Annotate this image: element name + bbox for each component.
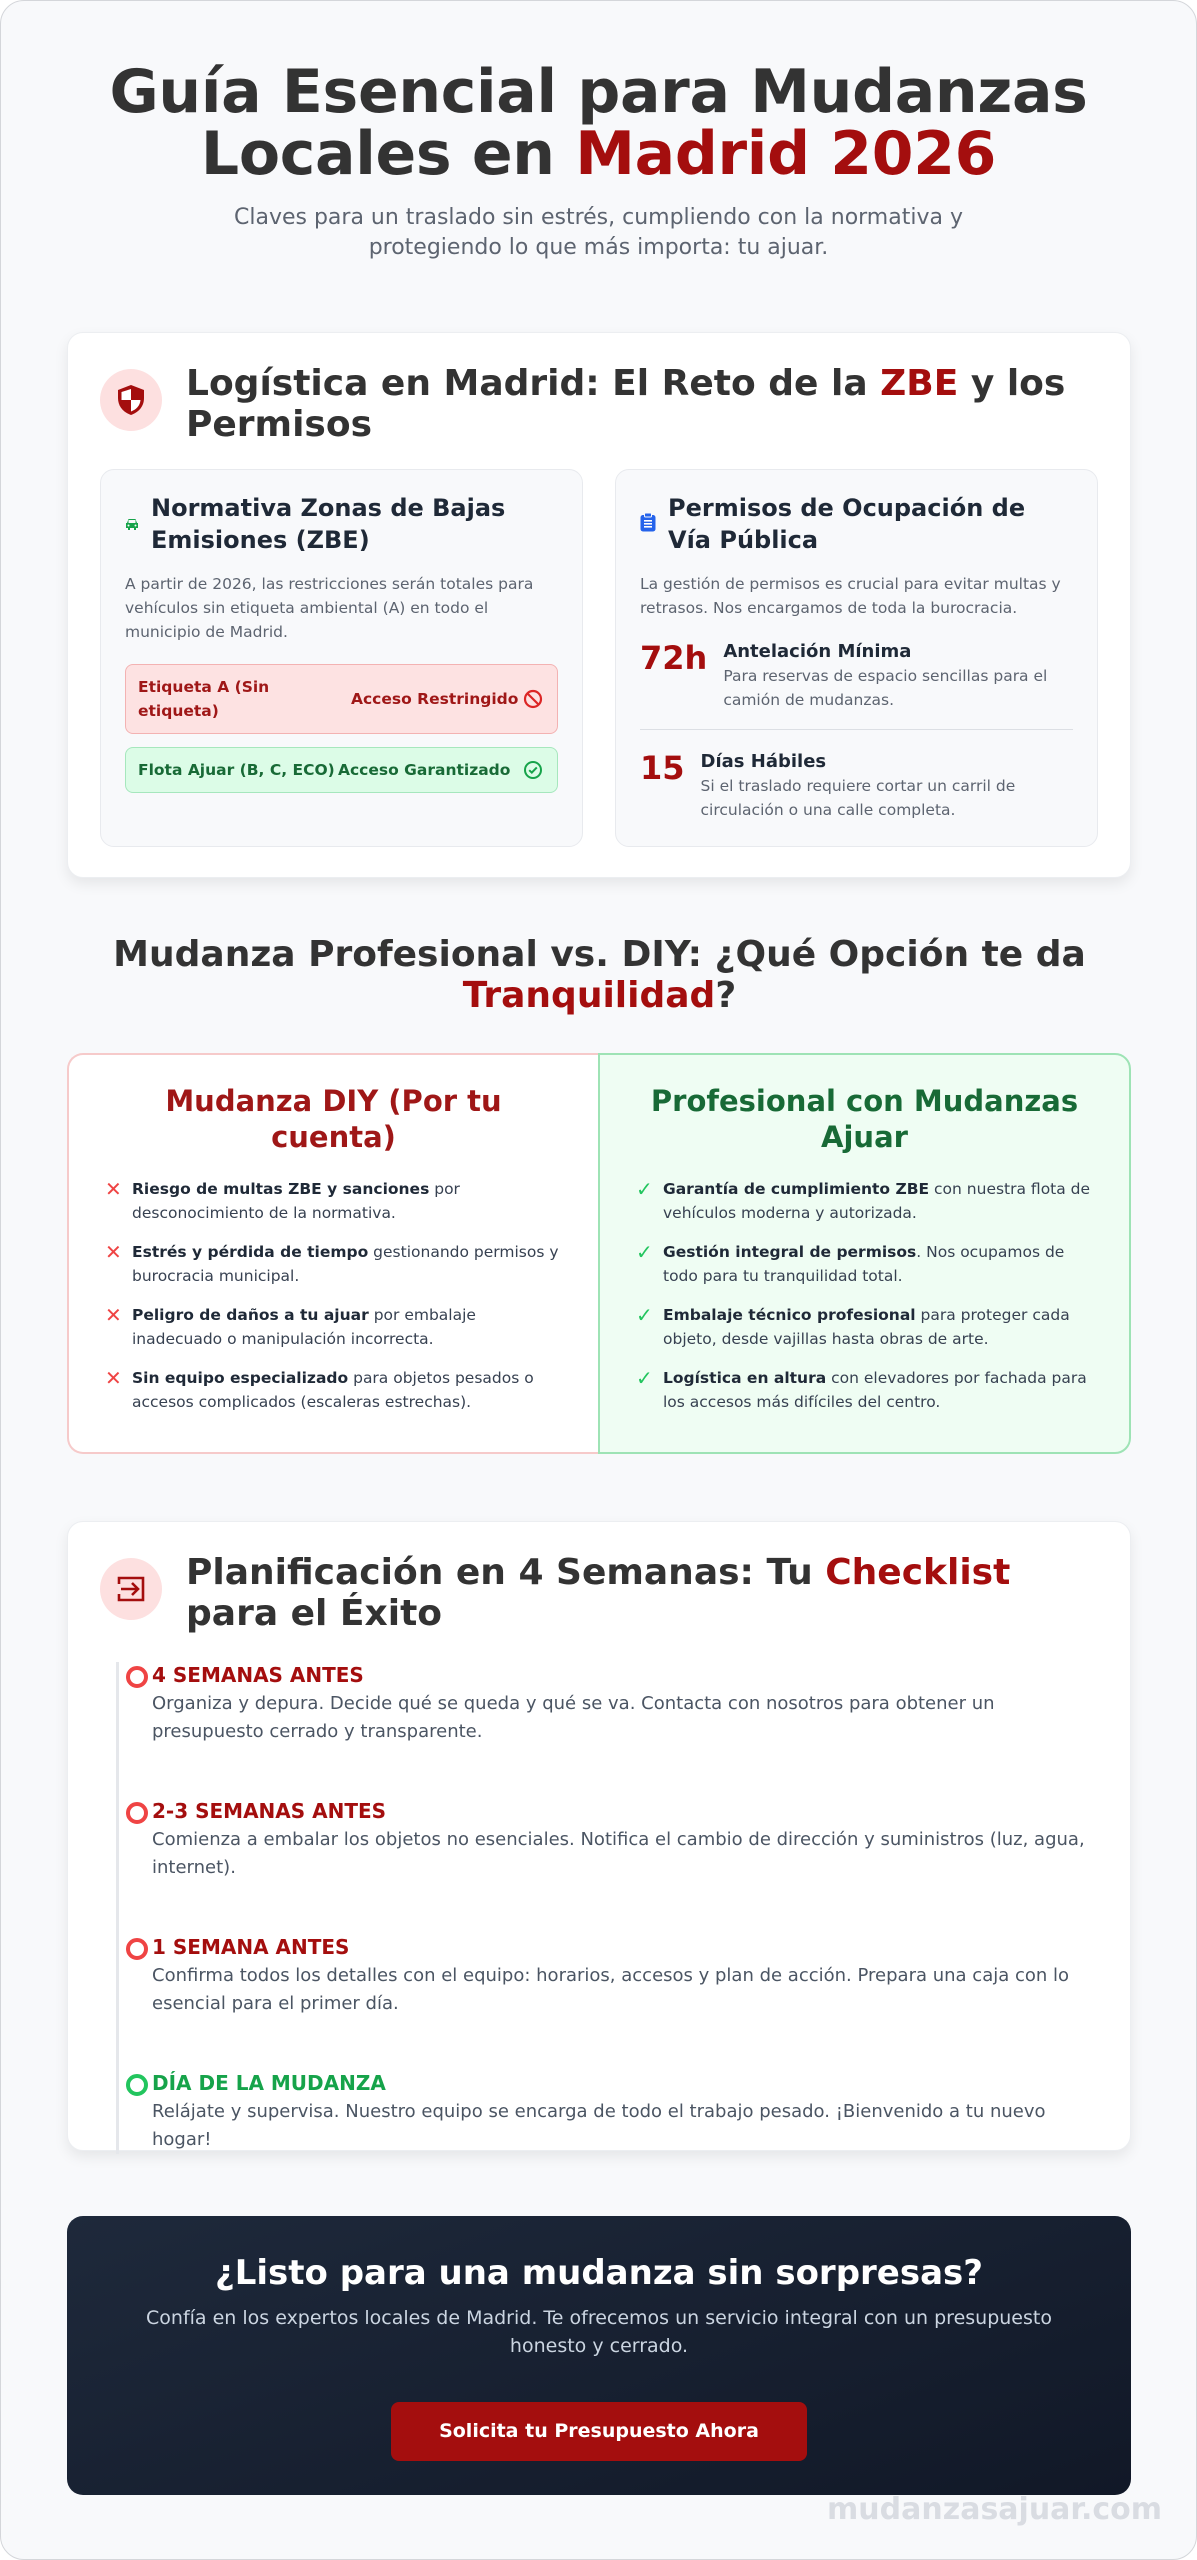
permits-card <box>615 469 1098 847</box>
title-text: y los Permisos <box>186 363 1066 445</box>
item-text: gestionando permisos y burocracia municipal. <box>132 1243 559 1285</box>
check-mark-icon: ✓ <box>636 1240 653 1264</box>
timeline-dot-icon <box>126 1802 148 1824</box>
item-bold: Garantía de cumplimiento ZBE <box>663 1180 930 1198</box>
pro-column <box>598 1053 1131 1454</box>
watermark: mudanzasajuar.com <box>827 2492 1162 2527</box>
check-mark-icon: ✓ <box>636 1366 653 1390</box>
zbe-description: A partir de 2026, las restricciones serán totales para vehículos sin etiqueta ambiental (A) en todo el municipio de Madrid. <box>125 575 534 641</box>
title-accent: ZBE <box>880 363 959 404</box>
list-item <box>99 1240 568 1288</box>
item-bold: Logística en altura <box>663 1369 827 1387</box>
diy-title: Mudanza DIY (Por tu cuenta) <box>165 1084 502 1154</box>
page-subtitle: Claves para un traslado sin estrés, cumpliendo con la normativa y protegiendo lo que más importa: tu ajuar. <box>234 205 963 260</box>
timeline-dot-icon <box>126 1938 148 1960</box>
list-item <box>630 1303 1099 1351</box>
shield-icon <box>100 369 162 431</box>
timeline-step <box>116 1798 1090 1882</box>
status-row-allowed <box>125 747 558 793</box>
stat-text: Para reservas de espacio sencillas para el camión de mudanzas. <box>723 667 1048 709</box>
x-mark-icon: ✕ <box>105 1366 122 1390</box>
item-text: por embalaje inadecuado o manipulación incorrecta. <box>132 1306 476 1348</box>
timeline-step <box>116 1934 1090 2018</box>
timeline <box>116 1662 1090 2154</box>
zbe-title: Normativa Zonas de Bajas Emisiones (ZBE) <box>151 494 506 554</box>
stat-title: Antelación Mínima <box>723 641 912 662</box>
timeline-dot-icon <box>126 1666 148 1688</box>
planning-card <box>67 1521 1131 2151</box>
list-item <box>99 1177 568 1225</box>
section-title <box>186 363 1098 445</box>
item-text: con nuestra flota de vehículos moderna y autorizada. <box>663 1180 1091 1222</box>
title-text: Planificación en 4 Semanas: Tu <box>186 1552 826 1593</box>
title-text: ? <box>715 975 737 1016</box>
stat-value: 15 <box>640 749 685 787</box>
list-item <box>99 1366 568 1414</box>
status-label: Etiqueta A (Sin etiqueta) <box>138 678 270 720</box>
title-text: para el Éxito <box>186 1593 443 1634</box>
check-circle-icon <box>521 760 545 780</box>
pro-title: Profesional con Mudanzas Ajuar <box>650 1084 1079 1154</box>
item-bold: Gestión integral de permisos <box>663 1243 917 1261</box>
logistics-header <box>68 333 1130 445</box>
permits-description: La gestión de permisos es crucial para evitar multas y retrasos. Nos encargamos de toda la burocracia. <box>640 575 1061 617</box>
title-line-1: Guía Esencial para Mudanzas <box>109 57 1088 127</box>
permits-title: Permisos de Ocupación de Vía Pública <box>668 494 1026 554</box>
item-text: por desconocimiento de la normativa. <box>132 1180 460 1222</box>
item-bold: Embalaje técnico profesional <box>663 1306 916 1324</box>
list-item <box>99 1303 568 1351</box>
list-item <box>630 1366 1099 1414</box>
title-text: Mudanza Profesional vs. DIY: ¿Qué Opción te da <box>113 934 1086 975</box>
item-text: con elevadores por fachada para los accesos más difíciles del centro. <box>663 1369 1087 1411</box>
title-accent: Tranquilidad <box>462 975 716 1016</box>
status-label: Flota Ajuar (B, C, ECO) <box>138 761 335 779</box>
stat-title: Días Hábiles <box>700 751 827 772</box>
section-title <box>186 1552 1098 1634</box>
timeline-step <box>116 1662 1090 1746</box>
comparison-table <box>67 1053 1131 1454</box>
logistics-subcards <box>68 445 1130 879</box>
zbe-card <box>100 469 583 847</box>
step-text: Comienza a embalar los objetos no esenciales. Notifica el cambio de dirección y suministros (luz, agua, internet). <box>152 1829 1085 1878</box>
zbe-header <box>125 492 558 556</box>
car-icon <box>125 515 139 534</box>
cta-text: Confía en los expertos locales de Madrid. Te ofrecemos un servicio integral con un presupuesto honesto y cerrado. <box>146 2307 1052 2357</box>
ban-icon <box>521 689 545 709</box>
clipboard-icon <box>640 512 656 536</box>
title-accent: Checklist <box>825 1552 1011 1593</box>
step-title: 1 SEMANA ANTES <box>152 1935 350 1959</box>
title-line-2: Locales en <box>200 119 576 189</box>
status-row-restricted <box>125 664 558 734</box>
x-mark-icon: ✕ <box>105 1177 122 1201</box>
status-value: Acceso Garantizado <box>338 761 511 779</box>
comparison-title <box>1 934 1197 1016</box>
permits-header <box>640 492 1073 556</box>
list-item <box>630 1240 1099 1288</box>
item-text: para objetos pesados o accesos complicados (escaleras estrechas). <box>132 1369 534 1411</box>
diy-column <box>67 1053 598 1454</box>
list-item <box>630 1177 1099 1225</box>
request-quote-button[interactable]: Solicita tu Presupuesto Ahora <box>391 2402 807 2461</box>
title-text: Logística en Madrid: El Reto de la <box>186 363 881 404</box>
step-title: 4 SEMANAS ANTES <box>152 1663 364 1687</box>
stat-advance <box>640 638 1073 712</box>
cta-banner <box>67 2216 1131 2495</box>
timeline-dot-icon <box>126 2074 148 2096</box>
step-text: Relájate y supervisa. Nuestro equipo se encarga de todo el trabajo pesado. ¡Bienvenido a tu nuevo hogar! <box>152 2101 1046 2150</box>
step-title: 2-3 SEMANAS ANTES <box>152 1799 387 1823</box>
hero <box>1 1 1196 263</box>
item-text: . Nos ocupamos de todo para tu tranquilidad total. <box>663 1243 1065 1285</box>
item-bold: Estrés y pérdida de tiempo <box>132 1243 369 1261</box>
step-title: DÍA DE LA MUDANZA <box>152 2071 386 2095</box>
x-mark-icon: ✕ <box>105 1240 122 1264</box>
timeline-step <box>116 2070 1090 2154</box>
check-mark-icon: ✓ <box>636 1177 653 1201</box>
check-mark-icon: ✓ <box>636 1303 653 1327</box>
pro-list <box>630 1177 1099 1414</box>
x-mark-icon: ✕ <box>105 1303 122 1327</box>
item-bold: Peligro de daños a tu ajuar <box>132 1306 369 1324</box>
step-text: Organiza y depura. Decide qué se queda y qué se va. Contacta con nosotros para obtener un presupuesto cerrado y transparente. <box>152 1693 995 1742</box>
planning-header <box>68 1522 1130 1634</box>
item-text: para proteger cada objeto, desde vajillas hasta obras de arte. <box>663 1306 1070 1348</box>
item-bold: Sin equipo especializado <box>132 1369 349 1387</box>
stat-value: 72h <box>640 639 708 677</box>
stat-text: Si el traslado requiere cortar un carril de circulación o una calle completa. <box>700 777 1016 819</box>
sign-in-arrow-icon <box>100 1558 162 1620</box>
stat-business-days <box>640 748 1073 822</box>
status-value: Acceso Restringido <box>351 690 519 708</box>
title-accent: Madrid 2026 <box>575 119 997 189</box>
step-text: Confirma todos los detalles con el equipo: horarios, accesos y plan de acción. Prepara una caja con lo esencial para el primer día. <box>152 1965 1070 2014</box>
page-title <box>1 57 1196 189</box>
item-bold: Riesgo de multas ZBE y sanciones <box>132 1180 430 1198</box>
logistics-card <box>67 332 1131 878</box>
diy-list <box>99 1177 568 1414</box>
cta-title: ¿Listo para una mudanza sin sorpresas? <box>214 2253 984 2293</box>
divider <box>640 729 1073 730</box>
